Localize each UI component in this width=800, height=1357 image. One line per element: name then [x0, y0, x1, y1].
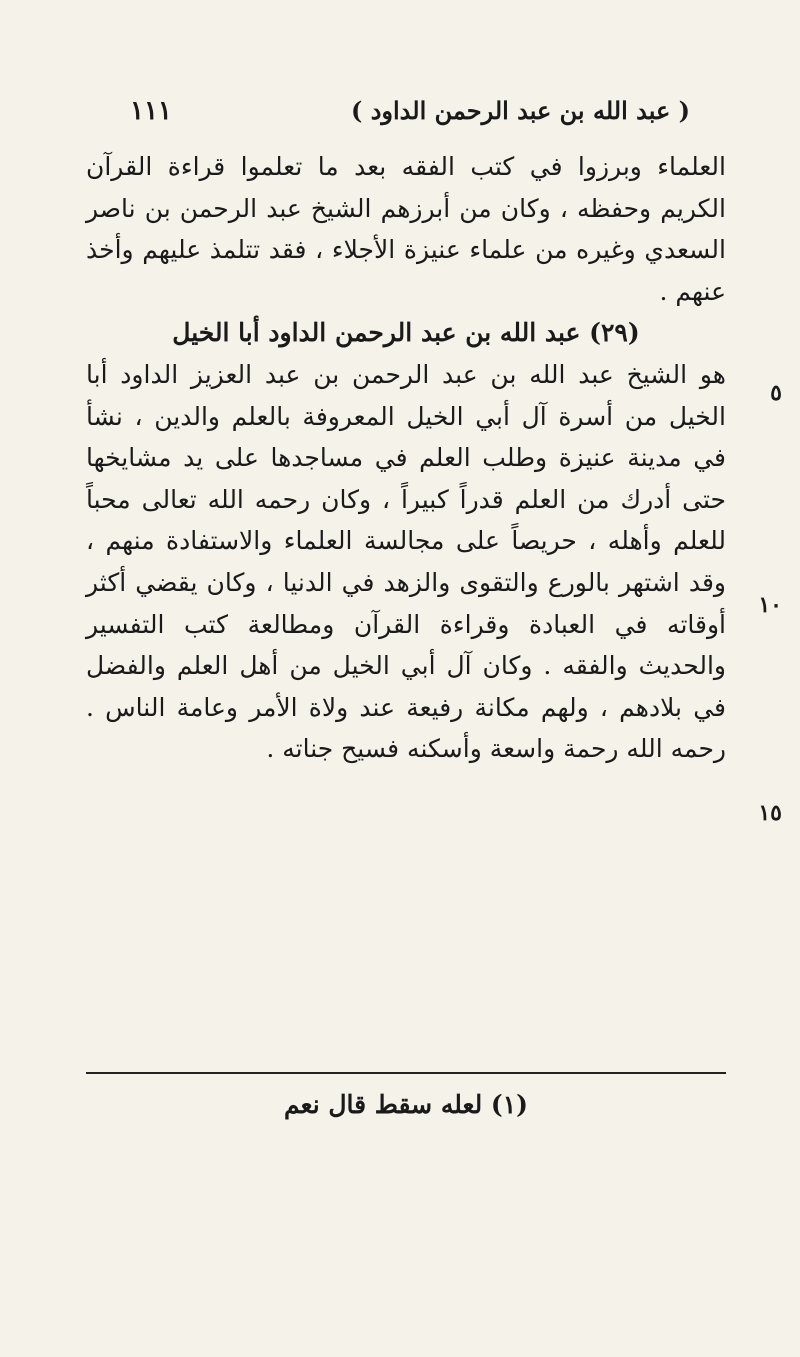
- line-number: ٥: [770, 380, 782, 406]
- footnote-divider: [86, 1072, 726, 1074]
- line-number: ١٠: [758, 592, 782, 618]
- footnote: (١) لعله سقط قال نعم: [284, 1090, 528, 1119]
- opening-paragraph: العلماء وبرزوا في كتب الفقه بعد ما تعلموا قراءة القرآن الكريم وحفظه ، وكان من أبرزهم الشيخ عبد الرحمن بن ناصر السعدي وغيره من علماء عنيزة الأجلاء ، فقد تتلمذ عليهم وأخذ عنهم .: [86, 152, 726, 306]
- line-number: ١٥: [758, 800, 782, 826]
- main-paragraph: هو الشيخ عبد الله بن عبد الرحمن بن عبد العزيز الداود أبا الخيل من أسرة آل أبي الخيل المعروفة بالعلم والدين ، نشأ في مدينة عنيزة وطلب العلم في مساجدها على يد مشايخها حتى أدرك من العلم قدراً كبيراً ، وكان رحمه الله تعالى محباً للعلم وأهله ، حريصاً على مجالسة العلماء والاستفادة منهم ، وقد اشتهر بالورع والتقوى والزهد في الدنيا ، وكان يقضي أكثر أوقاته في العبادة وقراءة القرآن ومطالعة كتب التفسير والحديث والفقه . وكان آل أبي الخيل من أهل العلم والفضل في بلادهم ، ولهم مكانة رفيعة عند ولاة الأمر وعامة الناس . رحمه الله رحمة واسعة وأسكنه فسيح جناته .: [86, 359, 726, 764]
- section-title: (٢٩) عبد الله بن عبد الرحمن الداود أبا الخيل: [172, 318, 640, 348]
- page-header: [130, 96, 690, 136]
- body-text: [86, 146, 726, 770]
- page-number: ١١١: [130, 96, 172, 126]
- running-title: ( عبد الله بن عبد الرحمن الداود ): [351, 96, 690, 125]
